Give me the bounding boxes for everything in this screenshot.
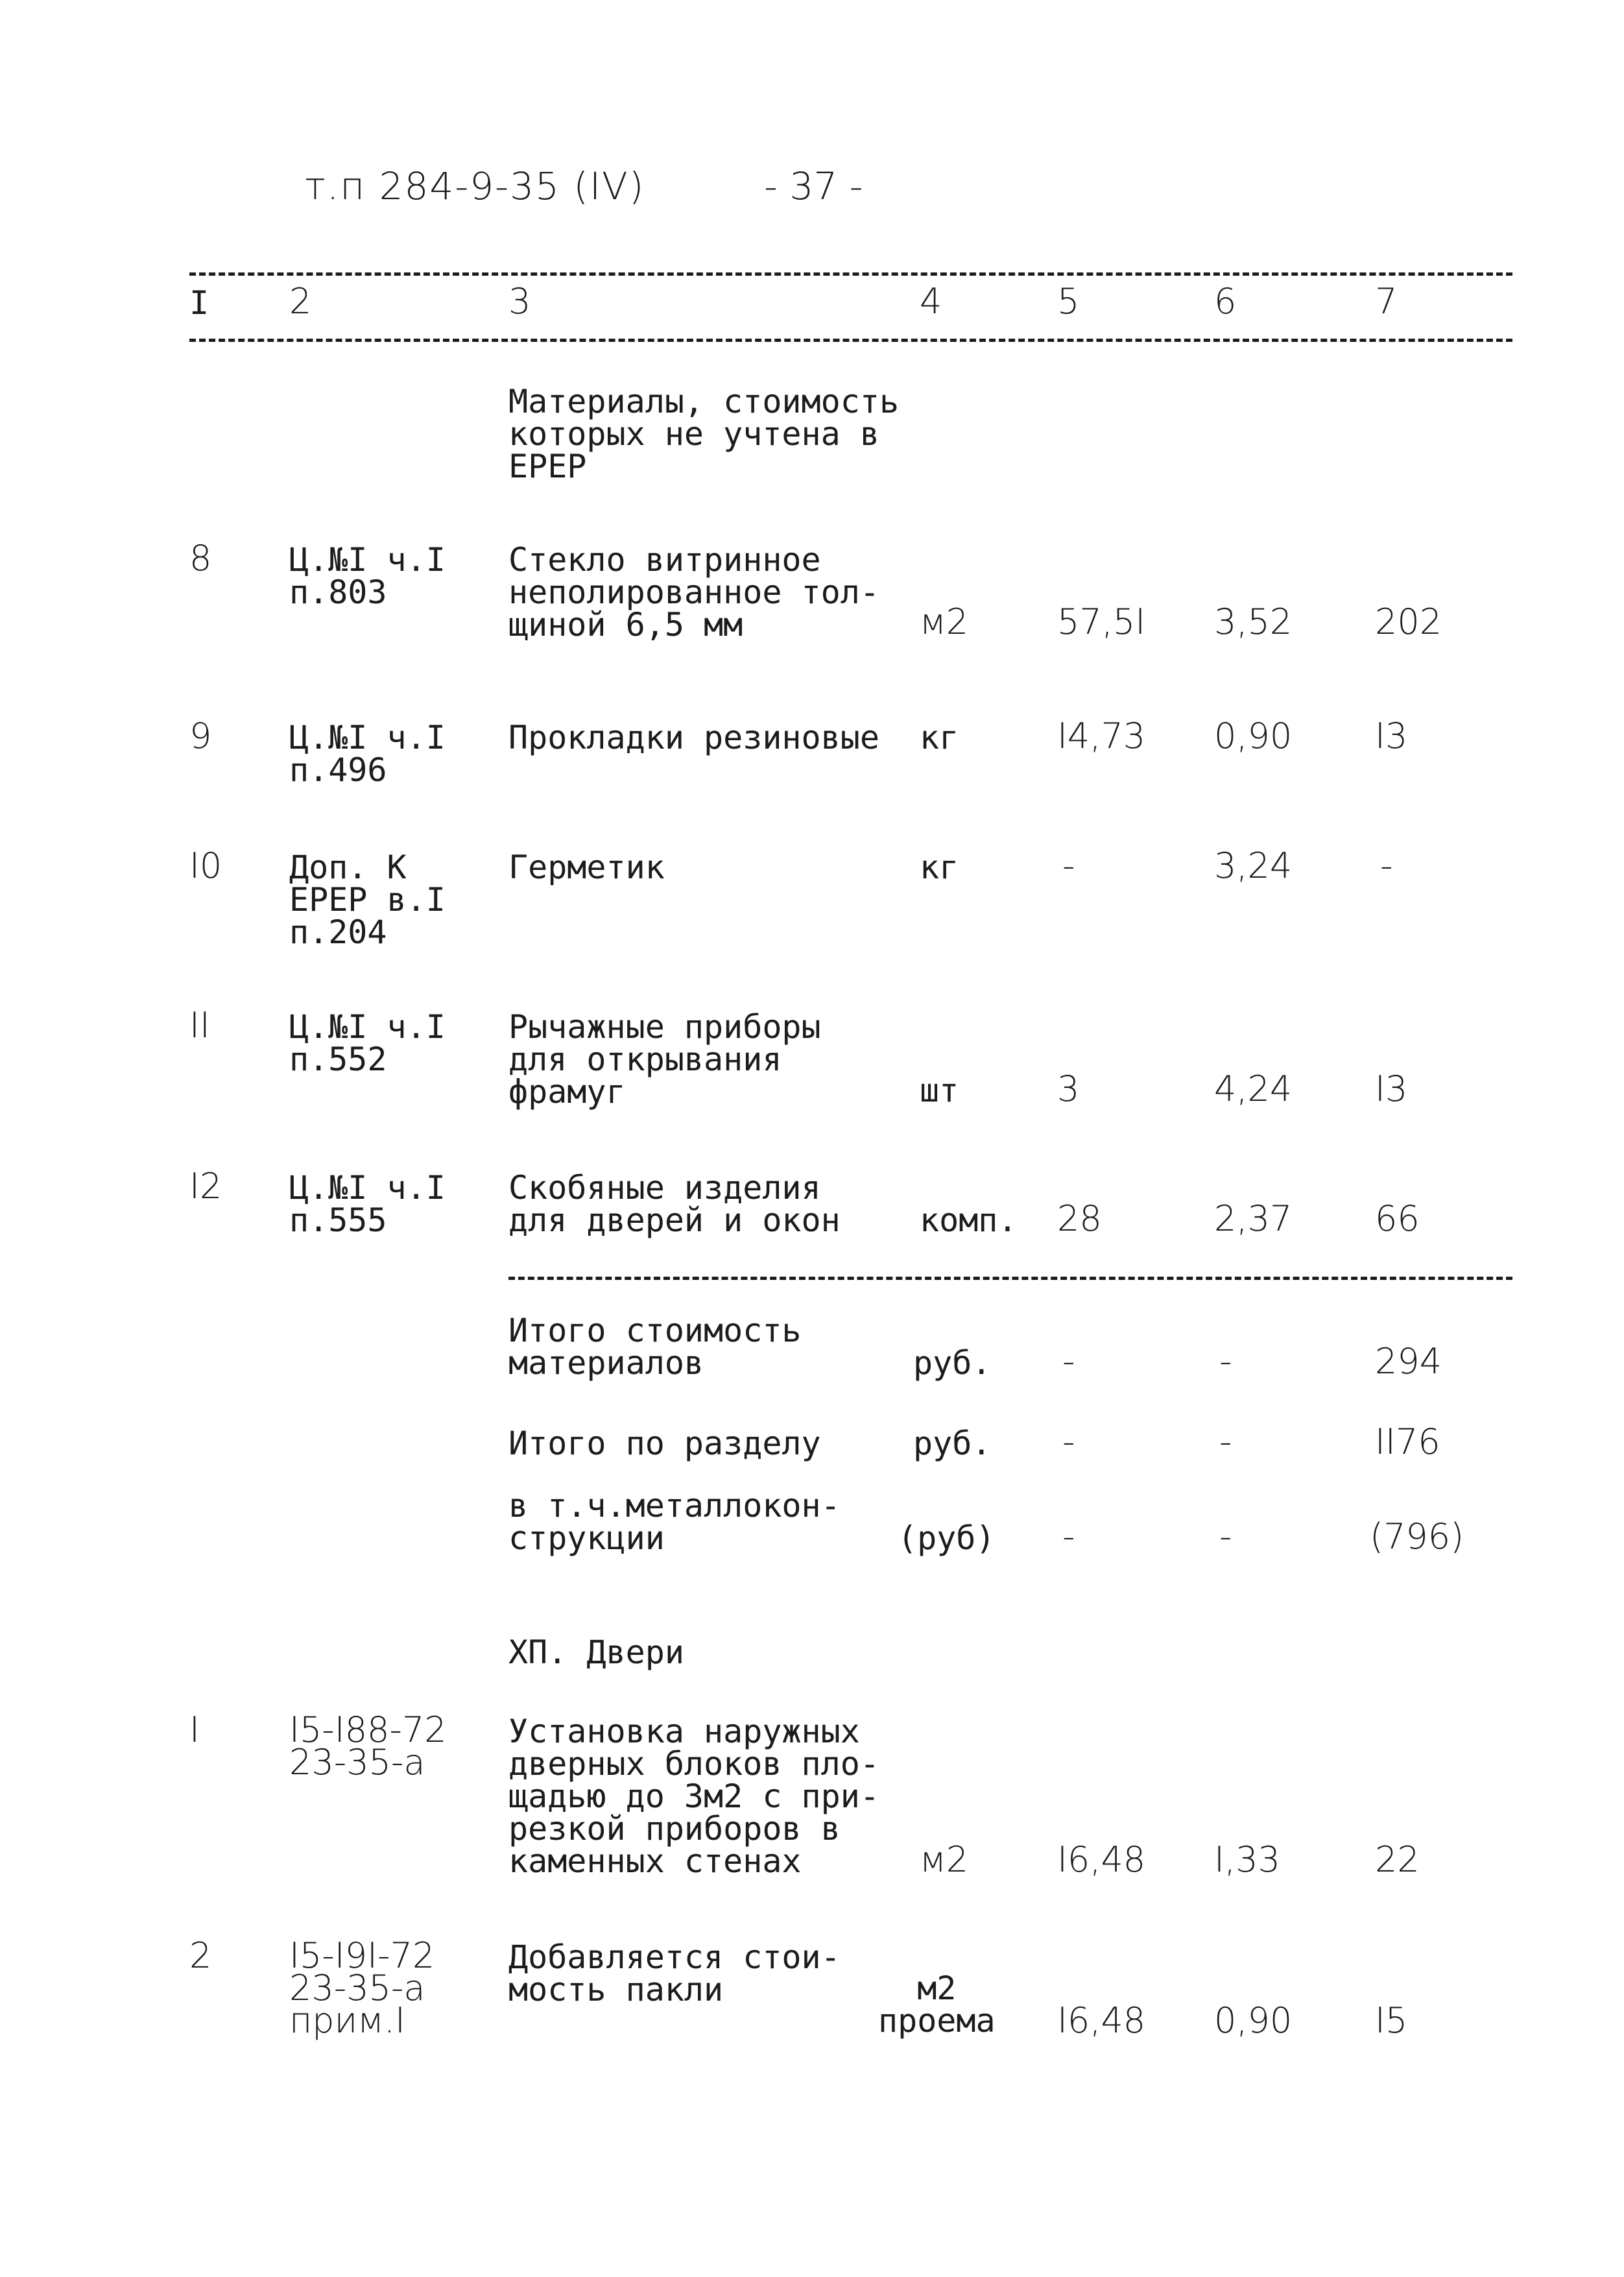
row-price: 3,24: [1214, 845, 1293, 886]
row-quantity: -: [1062, 845, 1075, 886]
row-unit: м2 проема: [878, 1970, 996, 2040]
row-number: 9: [189, 716, 212, 756]
row-description: Стекло витринное неполированное тол- щиной 6,5 мм: [508, 541, 879, 644]
materials-heading: Материалы, стоимость которых не учтена в ЕРЕР: [508, 383, 900, 485]
totals-quantity: -: [1062, 1421, 1075, 1462]
row-number: I2: [189, 1166, 222, 1207]
row-total: 66: [1375, 1198, 1420, 1239]
totals-total: (796): [1370, 1516, 1464, 1557]
row-number: II: [189, 1005, 210, 1046]
totals-unit: (руб): [898, 1519, 996, 1557]
column-header-6: 6: [1214, 281, 1237, 322]
document-code: т.п 284-9-35 (IV): [305, 164, 645, 208]
row-quantity: 57,5I: [1057, 601, 1146, 642]
row-price: 0,90: [1214, 2000, 1293, 2041]
page-number: - 37 -: [764, 164, 863, 208]
totals-price: -: [1219, 1421, 1232, 1462]
row-description: Рычажные приборы для открывания фрамуг: [508, 1008, 821, 1111]
totals-price: -: [1219, 1516, 1232, 1557]
totals-description: в т.ч.металлокон- струкции: [508, 1487, 841, 1557]
row-unit: шт: [920, 1072, 959, 1109]
totals-quantity: -: [1062, 1516, 1075, 1557]
column-header-2: 2: [289, 281, 312, 322]
totals-unit: руб.: [913, 1344, 992, 1382]
totals-rule: [508, 1277, 1512, 1280]
row-number: 2: [189, 1935, 212, 1976]
row-reference: Ц.№I ч.I п.803: [289, 541, 446, 611]
row-reference: Доп. К ЕРЕР в.I п.204: [289, 849, 446, 951]
row-total: I3: [1375, 1068, 1408, 1109]
row-price: 3,52: [1214, 601, 1293, 642]
row-quantity: I6,48: [1057, 1839, 1146, 1880]
row-quantity: I6,48: [1057, 2000, 1146, 2041]
column-header-3: 3: [508, 281, 531, 322]
row-price: 0,90: [1214, 716, 1293, 756]
row-unit: м2: [920, 601, 969, 642]
row-price: I,33: [1214, 1839, 1280, 1880]
row-reference: Ц.№I ч.I п.552: [289, 1008, 446, 1078]
column-header-4: 4: [920, 281, 942, 322]
totals-price: -: [1219, 1341, 1232, 1382]
row-price: 2,37: [1214, 1198, 1293, 1239]
column-header-1: I: [189, 284, 209, 322]
row-quantity: 3: [1057, 1068, 1080, 1109]
row-number: I: [189, 1709, 200, 1750]
section-title: ХП. Двери: [508, 1633, 684, 1671]
row-price: 4,24: [1214, 1068, 1293, 1109]
totals-description: Итого по разделу: [508, 1425, 821, 1462]
totals-unit: руб.: [913, 1425, 992, 1462]
column-header-7: 7: [1375, 281, 1398, 322]
totals-quantity: -: [1062, 1341, 1075, 1382]
row-description: Скобяные изделия для дверей и окон: [508, 1169, 841, 1239]
row-total: 202: [1375, 601, 1442, 642]
table-header-rule: [189, 339, 1512, 342]
row-quantity: I4,73: [1057, 716, 1146, 756]
row-number: I0: [189, 845, 222, 886]
row-description: Установка наружных дверных блоков пло- щадью до 3м2 с при- резкой приборов в каменных стенах: [508, 1713, 879, 1880]
row-description: Прокладки резиновые: [508, 719, 879, 756]
row-quantity: 28: [1057, 1198, 1102, 1239]
row-description: Герметик: [508, 849, 665, 886]
row-reference: Ц.№I ч.I п.496: [289, 719, 446, 789]
row-unit: кг: [920, 849, 959, 886]
row-reference: I5-I9I-72 23-35-а прим.I: [289, 1935, 435, 2041]
row-description: Добавляется стои- мость пакли: [508, 1938, 841, 2008]
row-unit: м2: [920, 1839, 969, 1880]
totals-description: Итого стоимость материалов: [508, 1312, 802, 1382]
row-total: 22: [1375, 1839, 1420, 1880]
row-number: 8: [189, 538, 212, 579]
totals-total: 294: [1375, 1341, 1442, 1382]
row-reference: I5-I88-72 23-35-а: [289, 1709, 447, 1783]
row-reference: Ц.№I ч.I п.555: [289, 1169, 446, 1239]
column-header-5: 5: [1057, 281, 1080, 322]
row-unit: комп.: [920, 1201, 1018, 1239]
row-total: I5: [1375, 2000, 1408, 2041]
row-total: I3: [1375, 716, 1408, 756]
row-unit: кг: [920, 719, 959, 756]
row-total: -: [1380, 845, 1393, 886]
table-top-rule: [189, 272, 1512, 276]
totals-total: II76: [1375, 1421, 1440, 1462]
